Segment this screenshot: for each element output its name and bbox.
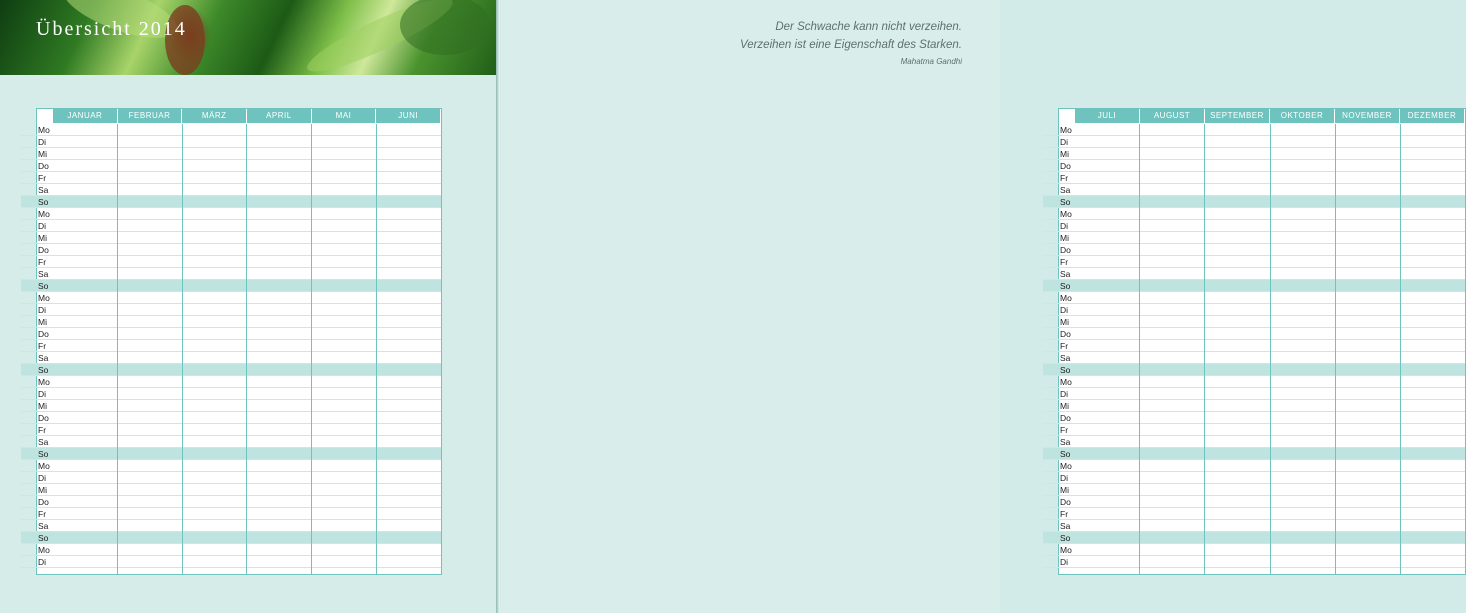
weekday-label: Mo xyxy=(1060,545,1072,555)
weekday-column xyxy=(37,124,53,568)
weekday-label: Do xyxy=(1060,161,1071,171)
weekday-label: Mo xyxy=(38,545,50,555)
weekday-label: Sa xyxy=(1060,521,1071,531)
month-header: MÄRZ xyxy=(182,109,247,123)
weekday-label: So xyxy=(38,533,49,543)
month-header: APRIL xyxy=(247,109,312,123)
weekday-label: Mo xyxy=(38,293,50,303)
weekday-label: Di xyxy=(1060,221,1069,231)
weekday-label: Mi xyxy=(1060,233,1069,243)
weekday-label: Di xyxy=(38,389,47,399)
weekday-label: Mo xyxy=(38,377,50,387)
page-title: Übersicht 2014 xyxy=(36,18,187,40)
weekday-label: So xyxy=(38,281,49,291)
weekday-label: Di xyxy=(1060,137,1069,147)
weekday-label: Sa xyxy=(38,353,49,363)
month-grid xyxy=(1075,124,1465,574)
weekday-label: Fr xyxy=(38,173,47,183)
weekday-label: Fr xyxy=(1060,257,1069,267)
month-header-row xyxy=(53,109,441,123)
weekday-label: Do xyxy=(38,413,49,423)
month-column xyxy=(1205,124,1270,574)
weekday-label: Mi xyxy=(38,149,47,159)
calendar-first-half xyxy=(36,108,442,575)
weekday-label: Di xyxy=(38,473,47,483)
weekday-label: Do xyxy=(38,245,49,255)
month-header: OKTOBER xyxy=(1270,109,1335,123)
weekday-label: Do xyxy=(1060,413,1071,423)
right-page xyxy=(501,0,1457,613)
month-header: DEZEMBER xyxy=(1400,109,1465,123)
weekday-label: Mo xyxy=(1060,209,1072,219)
month-header: SEPTEMBER xyxy=(1205,109,1270,123)
weekday-label: Mi xyxy=(38,317,47,327)
weekday-label: So xyxy=(38,365,49,375)
weekday-label: Sa xyxy=(38,437,49,447)
quote-line-2: Verzeihen ist eine Eigenschaft des Starken. xyxy=(739,39,962,51)
month-column xyxy=(1140,124,1205,574)
month-header: NOVEMBER xyxy=(1335,109,1400,123)
month-header: JUNI xyxy=(376,109,441,123)
month-header: JANUAR xyxy=(53,109,118,123)
weekday-label: Di xyxy=(38,221,47,231)
month-column xyxy=(1336,124,1401,574)
weekday-label: Di xyxy=(1060,473,1069,483)
weekday-label: Do xyxy=(1060,497,1071,507)
month-column xyxy=(118,124,183,574)
corn-photo xyxy=(0,0,497,75)
weekday-label: Do xyxy=(1060,245,1071,255)
weekday-column xyxy=(1059,124,1075,568)
weekday-label: Di xyxy=(1060,557,1069,567)
weekday-label: Fr xyxy=(1060,509,1069,519)
quote-author: Mahatma Gandhi xyxy=(900,57,962,66)
weekday-label: Di xyxy=(1060,389,1069,399)
weekday-label: Mi xyxy=(38,401,47,411)
weekday-label: Mo xyxy=(1060,125,1072,135)
weekday-label: Mo xyxy=(1060,461,1072,471)
weekday-label: Fr xyxy=(38,257,47,267)
weekday-label: So xyxy=(1060,197,1071,207)
weekday-label: Do xyxy=(38,497,49,507)
month-header: FEBRUAR xyxy=(118,109,183,123)
weekday-label: Do xyxy=(38,329,49,339)
weekday-label: Do xyxy=(38,161,49,171)
calendar-second-half xyxy=(1058,108,1466,575)
month-column xyxy=(312,124,377,574)
month-column xyxy=(53,124,118,574)
month-header: AUGUST xyxy=(1140,109,1205,123)
month-grid xyxy=(53,124,441,574)
month-column xyxy=(377,124,441,574)
weekday-label: Di xyxy=(38,137,47,147)
weekday-label: Mo xyxy=(38,461,50,471)
weekday-label: Sa xyxy=(1060,353,1071,363)
weekday-label: Fr xyxy=(38,341,47,351)
weekday-label: Fr xyxy=(1060,173,1069,183)
weekday-label: Mo xyxy=(1060,293,1072,303)
weekday-label: Mo xyxy=(38,209,50,219)
weekday-label: Fr xyxy=(38,425,47,435)
weekday-label: So xyxy=(38,197,49,207)
weekday-label: Di xyxy=(38,305,47,315)
weekday-label: Fr xyxy=(1060,341,1069,351)
weekday-label: Mo xyxy=(38,125,50,135)
weekday-label: Di xyxy=(38,557,47,567)
month-column xyxy=(1075,124,1140,574)
weekday-label: Di xyxy=(1060,305,1069,315)
weekday-label: Mi xyxy=(1060,401,1069,411)
weekday-label: So xyxy=(1060,449,1071,459)
weekday-label: Mi xyxy=(38,485,47,495)
weekday-label: Fr xyxy=(38,509,47,519)
quote-line-1: Der Schwache kann nicht verzeihen. xyxy=(775,21,962,33)
month-header-row xyxy=(1075,109,1465,123)
month-column xyxy=(1401,124,1465,574)
month-header: JULI xyxy=(1075,109,1140,123)
weekday-label: Mo xyxy=(1060,377,1072,387)
weekday-label: Sa xyxy=(1060,185,1071,195)
weekday-label: So xyxy=(1060,365,1071,375)
weekday-label: Mi xyxy=(1060,485,1069,495)
month-column xyxy=(1271,124,1336,574)
weekday-label: Mi xyxy=(1060,149,1069,159)
weekday-label: Fr xyxy=(1060,425,1069,435)
month-header: MAI xyxy=(312,109,377,123)
weekday-label: Mi xyxy=(1060,317,1069,327)
weekday-label: Sa xyxy=(38,521,49,531)
weekday-label: Sa xyxy=(38,185,49,195)
weekday-label: So xyxy=(1060,533,1071,543)
weekday-label: Sa xyxy=(1060,269,1071,279)
weekday-label: So xyxy=(1060,281,1071,291)
month-column xyxy=(247,124,312,574)
left-page xyxy=(0,0,497,613)
weekday-label: So xyxy=(38,449,49,459)
month-column xyxy=(183,124,248,574)
weekday-label: Sa xyxy=(38,269,49,279)
weekday-label: Do xyxy=(1060,329,1071,339)
quote xyxy=(740,18,962,70)
weekday-label: Sa xyxy=(1060,437,1071,447)
weekday-label: Mi xyxy=(38,233,47,243)
